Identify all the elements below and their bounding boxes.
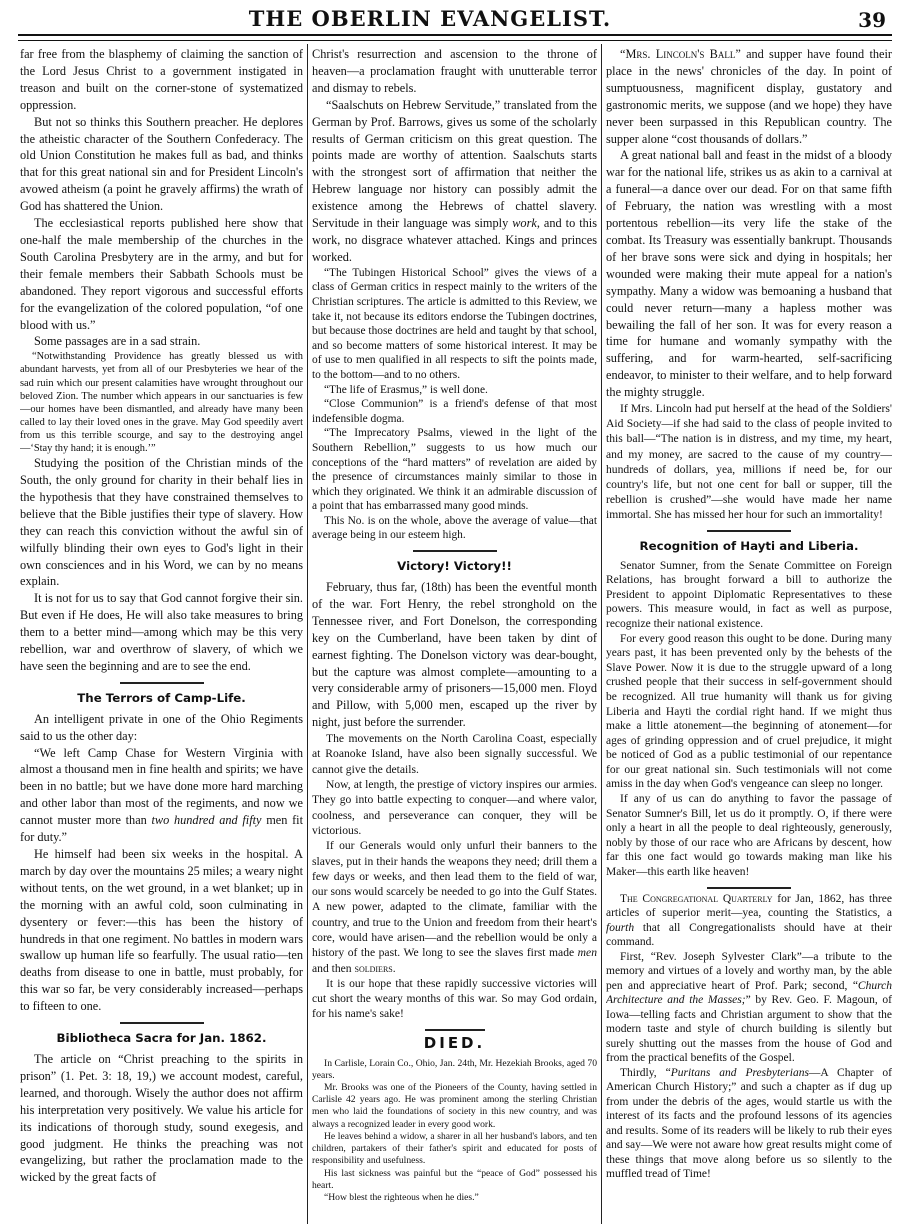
obituary-heading: DIED.: [423, 1033, 486, 1052]
paragraph: The article on “Christ preaching to the spirits in prison” (1. Pet. 3: 18, 19,) we account modest, careful, learned, and thorough. Wisely the author does not affirm his interpretation very positively. We value his article for its indications of thorough study, sound exegesis, and good judgment. He thinks the preaching was not evangelizing, but rather the proclamation made to the wicked by the great facts of: [20, 1051, 303, 1185]
paragraph: If any of us can do anything to favor the passage of Senator Sumner's Bill, let us do it promptly. O, if there were only a heart in all the people to deal righteously, generously, nobly by those of our race who are Africans by descent, how far this one fact would go towards making man like his Maker—this earth like heaven!: [606, 793, 892, 879]
paragraph: He leaves behind a widow, a sharer in all her husband's labors, and ten children, partakers of their father's spirit and educated for posts of responsibility and usefulness.: [312, 1130, 597, 1167]
emphasis: two hundred and fifty: [151, 813, 262, 828]
paragraph: [606, 46, 892, 147]
text-run: and then: [312, 961, 355, 975]
paragraph: His last sickness was painful but the “peace of God” possessed his heart.: [312, 1167, 597, 1191]
paragraph: The ecclesiastical reports published here show that one-half the male membership of the churches in the South Carolina Presbytery are in the army, and but for their female members their Sabbath Schools must be abandoned. They report vigorous and successful efforts for the evangelization of the colored population, “of one blood with us.”: [20, 216, 303, 332]
text-run: “Saalschuts on Hebrew Servitude,” translated from the German by Prof. Barrows, gives us some of the scholarly results of German criticism on this great question. The points made are worthy of attention. Saalschuts starts with the strongest sort of affirmation that neither the Hebrew language nor history can possibly admit the existence among the Hebrews of chattel slavery. Servitude in their language was simply: [312, 97, 597, 231]
emphasis: Puritans and Presbyterians: [670, 1066, 809, 1079]
paragraph: [606, 950, 892, 1066]
emphasis: Church Architecture and the Masses;: [606, 979, 892, 1007]
paragraph: “The Tubingen Historical School” gives the views of a class of German critics in respect mainly to the writers of the Christian scriptures. The article is admitted to this Review, we take it, not because its editors endorse the Tubingen doctrines, but because those doctrines are held and taught by that school, and so become matters of some historical interest. It may be of use to men qualified in all respects to sift the points made, to the bottom—and to no others.: [312, 266, 597, 381]
masthead: [0, 6, 900, 36]
small-caps-text: The Congregational Quarterly: [620, 892, 773, 905]
paragraph: “The Imprecatory Psalms, viewed in the light of the Southern Rebellion,” suggests to us how much our conceptions of the “hard matters” of revelation are aided by the presence of circumstances mainly similar to those in which they originated. We think it an admirable discussion of a point that has embarrassed many good minds.: [312, 427, 597, 513]
paragraph: Senator Sumner, from the Senate Committee on Foreign Relations, has brought forward a bill to authorize the President to appoint Diplomatic Representatives to these powers. This measure would, in fact as well as purpose, recognize their national existence.: [606, 559, 892, 630]
text-run: men fit for duty.”: [20, 813, 303, 845]
column-3: [606, 46, 892, 1226]
quote-text: “Notwithstanding Providence has greatly blessed us with abundant harvests, yet from all of our Presbyteries we hear of the sad ruin which our present calamities have wrought throughout our beloved Zion. The number which appears in our sanctuaries is few—our homes have been dismantled, and already have many been called to lay their loved ones in the grave. May God speedily avert from us this terrible scourge, and say to the destroying angel—‘Stay thy hand; it is enough.’”: [20, 351, 303, 454]
text-run: and supper have found their place in the news' chronicles of the day. In point of sumptuousness, magnificent display, gustatory and gastronomic merits, we suppose (and we hope) they have never been surpassed in this Republican country. The supper alone “cost thousands of dollars.”: [606, 47, 892, 146]
article-heading: Recognition of Hayti and Liberia.: [639, 538, 859, 553]
obituary: [312, 1058, 597, 1204]
paragraph: Studying the position of the Christian minds of the South, the only ground for charity in their behalf lies in the hypothesis that they have constrained themselves to believe that the Bible justifies their type of slavery. How they can reach this conviction without the awful sin of wilfully blinding their own eyes to God's light in their own consciences and in his Word, we can by no means explain.: [20, 456, 303, 589]
column-divider: [307, 44, 308, 1224]
block-quote: [20, 350, 303, 455]
quarterly-body: [606, 892, 892, 1182]
article-heading: Victory! Victory!!: [397, 559, 512, 574]
paragraph: “Close Communion” is a friend's defense of that most indefensible dogma.: [312, 398, 597, 425]
review-notes: [312, 266, 597, 543]
column-1: [20, 46, 303, 1226]
paragraph: [606, 1066, 892, 1182]
text-run: —A Chapter of American Church History;” and such a chapter as if dug up from under the debris of the ages, would startle us with the interest of its facts and the profound lessons of its agencies and results. Some of its readers will be likely to rub their eyes and say—We were not aware how great results might come of these things that move along before us so silently to the muffled tread of Time!: [606, 1066, 892, 1181]
emphasis: fourth: [606, 921, 635, 934]
section-separator: [120, 682, 204, 684]
paragraph: An intelligent private in one of the Ohio Regiments said to us the other day:: [20, 711, 303, 743]
paragraph: “The life of Erasmus,” is well done.: [324, 383, 488, 396]
paragraph: If Mrs. Lincoln had put herself at the head of the Soldiers' Aid Society—if she had said to the class of people invited to this ball—“The nation is in distress, and my time, my heart, and my money, are sacred to the cause of my country—hundreds of dollars, yea, millions if need be, for our country's life, but not one cent for ball or supper, till the rebellion is crushed”—she would have made her name immortal. She has missed her hour for such an immortality!: [606, 402, 892, 522]
page-title: THE OBERLIN EVANGELIST.: [248, 6, 612, 31]
victory-body: [312, 731, 597, 1022]
paragraph: Mr. Brooks was one of the Pioneers of the County, having settled in Carlisle 42 years ago. He was prominent among the sterling Christian men who laid the foundations of society in this new country, and was always a recognized leader in every good work.: [312, 1082, 597, 1130]
paragraph: [606, 892, 892, 950]
text-run: If our Generals would only unfurl their banners to the slaves, put in their hands the weapons they need; drill them a few days or weeks, and then lead them to the field of war, our sons would scarcely be needed to go into the Gulf States. A new power, adapted to the climate, familiar with the country, and true to the Union and freedom from their heart's core, would have arisen—and the rebellion would be only a history of the past. We long to see the slaves first made: [312, 839, 597, 960]
paragraph: It is not for us to say that God cannot forgive their sin. But even if He does, He will also take measures to bring them to a better mind—among which may be this very rebellion, war and overthrow of slavery, of which we have seen the beginning and are to see the end.: [20, 591, 303, 673]
paragraph: A great national ball and feast in the midst of a bloody war for the national life, strikes us as akin to a carnival at a funeral—a dance over our dead. For on that same fifth of February, the nation was wrestling with a most portentous rebellion—its very life the stake of the combat. Its Treasury was essentially bankrupt. Thousands of her brave sons were sick and dying in hospitals; her wounded were making their mute appeal for a nation's sympathy. Many a widow was bemoaning a husband that could never return—many a hapless mother was bewailing the fall of her son. It was for every reason a time for humane and womanly sympathy with the suffering, and for warm-hearted, self-sacrificing endeavor, to minister to their welfare, and to help forward the mighty struggle.: [606, 148, 892, 400]
text-run: for Jan, 1862, has three articles of superior merit—yea, counting the Statistics, a: [606, 892, 892, 920]
small-caps-text: “Mrs. Lincoln's Ball”: [620, 47, 741, 61]
hayti-body: [606, 559, 892, 880]
section-separator: [707, 887, 791, 889]
emphasis: men: [577, 946, 597, 960]
column-2: [312, 46, 597, 1226]
page-number: 39: [858, 8, 886, 32]
small-caps-text: soldiers: [354, 961, 393, 975]
paragraph: In Carlisle, Lorain Co., Ohio, Jan. 24th, Mr. Hezekiah Brooks, aged 70 years.: [312, 1057, 597, 1081]
text-run: First, “Rev. Joseph Sylvester Clark”—a tribute to the memory and virtues of a lovely and worthy man, by the able pen and appreciative heart of Prof. Park; second, “: [606, 950, 892, 992]
text-run: ” by Rev. Geo. F. Magoun, of Iowa—telling facts and Christian argument to show that the modern taste and style of church building is silently but surely shutting out the masses from the house of God and from the practical benefits of the Gospel.: [606, 994, 892, 1065]
text-run: Thirdly, “: [620, 1066, 671, 1079]
lincoln-body: [606, 401, 892, 523]
paragraph: But not so thinks this Southern preacher. He deplores the atheistic character of the Southern Confederacy. The old Union Constitution he makes full as bad, and thinks that for this great national sin and for President Lincoln's avowed atheism (a point he gravely affirms) the wrath of God has shattered the Union.: [20, 114, 303, 214]
text-run: .: [392, 961, 396, 975]
emphasis: work: [512, 216, 537, 231]
paragraph: Christ's resurrection and ascension to the throne of heaven—a proclamation fraught with unutterable terror and dismay to rebels.: [312, 47, 597, 95]
text-run: that all Congregationalists should have at their command.: [606, 921, 892, 949]
paragraph: far free from the blasphemy of claiming the sanction of the Lord Jesus Christ to a government instigated in treason and built on the corner-stone of systematized oppression.: [20, 47, 303, 112]
article-heading: Bibliotheca Sacra for Jan. 1862.: [56, 1031, 267, 1046]
paragraph: The movements on the North Carolina Coast, especially at Roanoke Island, have also been signally successful. We cannot give the details.: [312, 732, 597, 776]
paragraph: [312, 838, 597, 976]
section-separator: [120, 1022, 204, 1024]
text-run: , and to this work, no disgrace whatever attached. Kings and princes worked.: [312, 216, 597, 264]
article-heading: The Terrors of Camp-Life.: [77, 690, 246, 705]
header-rule: [18, 34, 892, 41]
paragraph: This No. is on the whole, above the average of value—that average being in our esteem high.: [312, 514, 597, 542]
column-divider: [601, 44, 602, 1224]
text-run: “We left Camp Chase for Western Virginia with almost a thousand men in fine health and spirits; we have been in no battle; but we have done more hard marching and other labor than most of the regiments, and now we cannot muster more than: [20, 745, 303, 828]
section-separator: [707, 530, 791, 532]
paragraph: He himself had been six weeks in the hospital. A march by day over the mountains 25 miles; a weary night without tents, on the wet ground, in a wet blanket; up in the morning with an awful cold, soon culminating in dysentery or fever:—this has been the history of hundreds in that one regiment. No battles in modern wars swallow up human life so fearfully. The usual ratio—ten deaths from disease to one in battle, must probably, for this war so far, be very considerably increased—perhaps to fifteen to one.: [20, 847, 303, 1014]
paragraph: It is our hope that these rapidly successive victories will cut short the weary months of this war. So may God ordain, for his name's sake!: [312, 976, 597, 1021]
paragraph: For every good reason this ought to be done. During many years past, it has been prevented only by the behests of the Slave Power. Now it is due to the struggle upward of a long crushed people that their success in self-government should be recognized. All true humanity will thank us for giving Liberia and Hayti the cordial right hand. If we might thus make a little atonement—the beginning of atonement—for ages of grinding oppression and of cruel prejudice, it might be noticed of God as a public testimonial of our repentance for our great national sin. Such testimonials will not come amiss in the day when God's vengeance can sleep no longer.: [606, 632, 892, 791]
section-separator: [413, 550, 497, 552]
paragraph: Some passages are in a sad strain.: [34, 334, 201, 349]
paragraph: “How blest the righteous when he dies.”: [324, 1191, 479, 1203]
paragraph: [20, 745, 303, 846]
section-separator: [425, 1029, 485, 1031]
paragraph: Now, at length, the prestige of victory inspires our armies. They go into battle expecting to conquer—and where valor, coolness, and perseverance can conquer, they will be victorious.: [312, 778, 597, 837]
paragraph: [312, 97, 597, 266]
paragraph: February, thus far, (18th) has been the eventful month of the war. Fort Henry, the rebel stronghold on the Tennessee river, and Fort Donelson, the corresponding key on the Cumberland, have been taken by dint of earnest fighting. The Donelson victory was dear-bought, but the capture was almost complete—amounting to a very considerable army of prisoners—15,000 men. Floyd and Pillow, with 5,000 men, escaped up the river by night, just before the surrender.: [312, 579, 597, 730]
